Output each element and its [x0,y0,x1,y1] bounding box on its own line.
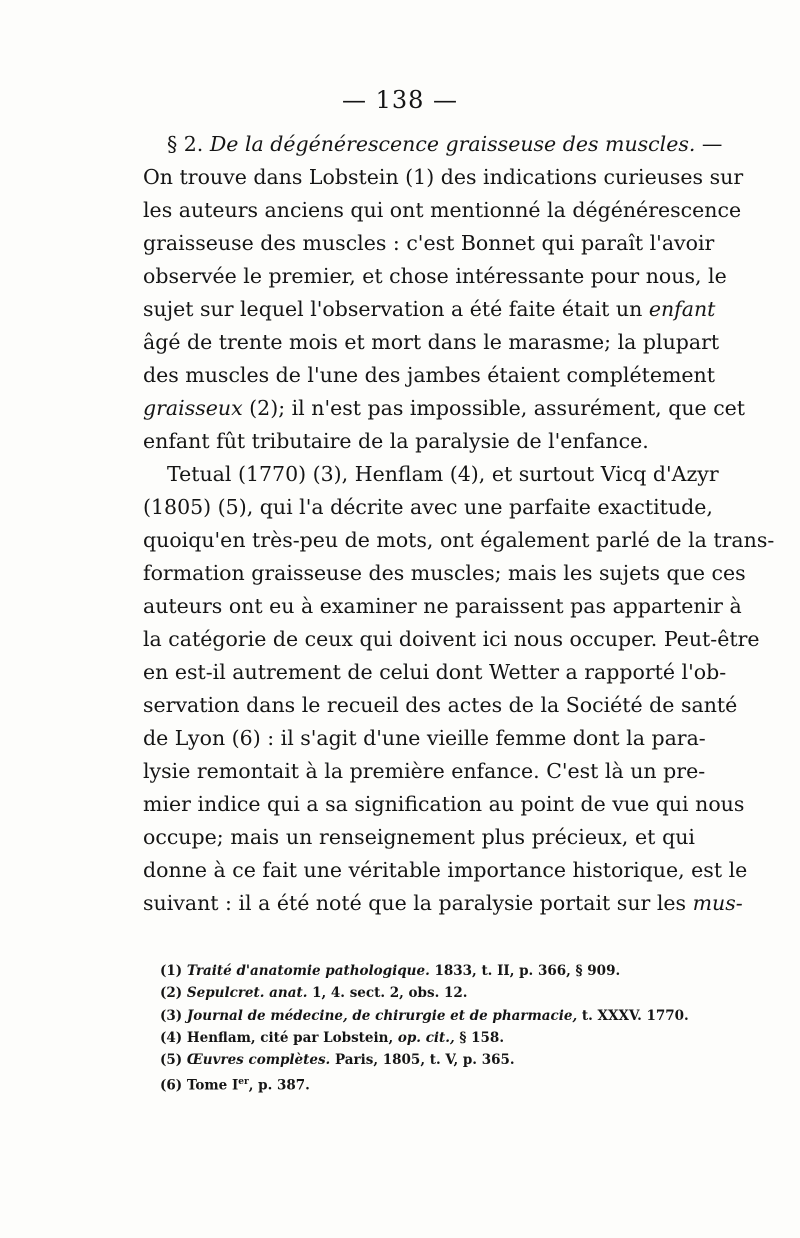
text-line [143,326,720,359]
text-segment: suivant : il a été noté que la paralysie portait sur les [143,891,693,915]
text-segment: formation graisseuse des muscles; mais les sujets que ces [143,561,746,585]
italic-text: Traité d'anatomie pathologique. [186,963,430,979]
footnotes [160,960,695,1094]
text-line [143,755,706,788]
text-segment: quoiqu'en très-peu de mots, ont également parlé de la trans- [143,528,775,552]
text-segment: sujet sur lequel l'observation a été faite était un [143,297,649,321]
text-line [143,194,742,227]
text-line [143,656,727,689]
text-segment: (4) Henflam, cité par Lobstein, [160,1029,398,1046]
body-text [143,128,775,920]
text-segment: t. XXXV. 1770. [577,1007,689,1024]
text-line [143,689,738,722]
text-line [143,557,746,590]
text-segment: 1, 4. sect. 2, obs. 12. [307,985,468,1002]
text-line [143,161,744,194]
text-segment: 1833, t. II, p. 366, § 909. [429,963,621,979]
text-segment: (2); il n'est pas impossible, assurément, que cet [242,396,746,420]
page-number: — 138 — [341,86,459,114]
text-segment: auteurs ont eu à examiner ne paraissent pas appartenir à [143,594,742,618]
text-segment: (2) [160,985,187,1002]
text-line [143,887,743,920]
text-line [143,491,713,524]
superscript: er [238,1077,249,1088]
text-segment: la catégorie de ceux qui doivent ici nous occuper. Peut-être [143,627,760,651]
text-segment: de Lyon (6) : il s'agit d'une vieille femme dont la para- [143,726,706,750]
italic-text: Œuvres complètes. [186,1052,331,1069]
text-line [143,128,723,161]
text-line [143,425,695,458]
text-line [143,854,748,887]
text-line [143,458,719,491]
italic-text: enfant [648,297,716,321]
text-segment: § 158. [454,1029,505,1046]
italic-text: mus- [692,891,743,915]
text-line [143,293,716,326]
text-line [143,227,715,260]
text-segment: On trouve dans Lobstein (1) des indications curieuses sur [143,165,744,189]
text-line [143,524,775,557]
text-segment: Paris, 1805, t. V, p. 365. [330,1052,515,1069]
footnote [160,1071,695,1093]
text-line [143,359,715,392]
footnote [160,1005,695,1027]
text-segment: âgé de trente mois et mort dans le marasme; la plupart [143,330,720,354]
text-line [143,590,742,623]
text-segment: enfant fût tributaire de la paralysie de l'enfance. [143,429,649,453]
text-segment: observée le premier, et chose intéressante pour nous, le [143,264,727,288]
text-segment: donne à ce fait une véritable importance historique, est le [143,858,748,882]
text-line [143,788,745,821]
italic-text: graisseux [143,396,243,420]
text-segment: des muscles de l'une des jambes étaient complétement [143,363,715,387]
text-segment: § 2. [167,132,210,156]
text-segment: , p. 387. [248,1077,310,1094]
text-line [143,392,746,425]
footnote [160,960,695,982]
italic-text: op. cit., [397,1029,455,1046]
italic-text: Journal de médecine, de chirurgie et de pharmacie, [186,1007,578,1024]
text-segment: — [695,132,723,156]
text-segment: occupe; mais un renseignement plus précieux, et qui [143,825,695,849]
footnote [160,982,695,1004]
text-segment: les auteurs anciens qui ont mentionné la dégénérescence [143,198,742,222]
italic-text: Sepulcret. anat. [186,985,308,1002]
text-line [143,623,760,656]
footnote [160,1049,695,1071]
text-line [143,821,695,854]
text-segment: (3) [160,1007,187,1024]
text-segment: Tetual (1770) (3), Henflam (4), et surtout Vicq d'Azyr [167,462,719,486]
text-segment: servation dans le recueil des actes de la Société de santé [143,693,738,717]
text-line [143,260,727,293]
text-segment: mier indice qui a sa signification au point de vue qui nous [143,792,745,816]
text-segment: en est-il autrement de celui dont Wetter a rapporté l'ob- [143,660,727,684]
footnote [160,1027,695,1049]
italic-text: De la dégénérescence graisseuse des muscles. [209,132,696,156]
text-segment: lysie remontait à la première enfance. C'est là un pre- [143,759,706,783]
text-segment: graisseuse des muscles : c'est Bonnet qui paraît l'avoir [143,231,715,255]
text-line [143,722,706,755]
text-segment: (1) [160,963,187,979]
text-segment: (6) Tome I [160,1077,239,1094]
text-segment: (1805) (5), qui l'a décrite avec une parfaite exactitude, [143,495,713,519]
text-segment: (5) [160,1052,187,1069]
